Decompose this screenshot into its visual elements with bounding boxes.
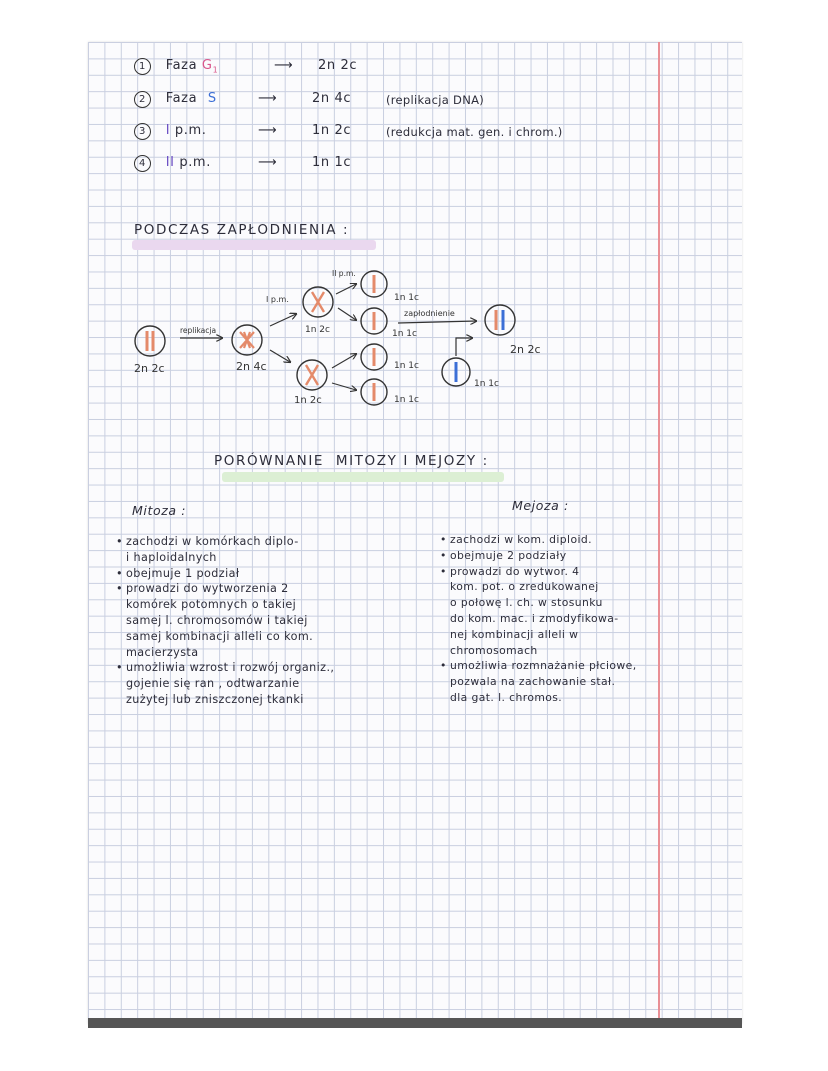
number-circle: 1: [134, 58, 151, 75]
phase-arrow-2: ⟶: [258, 91, 278, 106]
list-item-continuation: i haploidalnych: [126, 550, 217, 564]
list-item-continuation: dla gat. l. chromos.: [450, 690, 563, 704]
mitosis-list: [116, 534, 334, 708]
list-item-continuation: do kom. mac. i zmodyfikowa-: [450, 611, 619, 625]
label-after-replication: 2n 4c: [236, 360, 267, 373]
list-item: • umożliwia rozmnażanie płciowe,: [440, 659, 637, 673]
heading-fertilization: PODCZAS ZAPŁODNIENIA :: [134, 222, 350, 238]
list-item-continuation: zużytej lub zniszczonej tkanki: [126, 692, 304, 706]
list-item-continuation: nej kombinacji alleli w: [450, 627, 579, 641]
fertilization-arrow: [398, 321, 476, 323]
list-item: • obejmuje 2 podziały: [440, 548, 567, 562]
heading-comparison: PORÓWNANIE MITOZY I MEJOZY :: [214, 453, 489, 469]
phase-label: Faza: [165, 91, 198, 106]
phase-label: Faza: [165, 58, 198, 73]
arrow-gamete-2: [338, 308, 356, 320]
haploid-cell-top: [303, 287, 333, 317]
arrow-gamete-3: [332, 354, 356, 368]
phase-arrow-3: ⟶: [258, 123, 278, 138]
replicated-cell: [232, 325, 262, 355]
list-item: • zachodzi w kom. diploid.: [440, 533, 592, 546]
number-circle: 3: [134, 123, 151, 140]
phase-accent: I: [165, 123, 171, 138]
meiosis-list: [440, 532, 637, 706]
arrow-up: [270, 314, 296, 326]
phase-value-3: 1n 2c: [312, 123, 352, 138]
list-item: • umożliwia wzrost i rozwój organiz.,: [116, 661, 335, 675]
zygote-cell: [485, 305, 515, 335]
phase-arrow-4: ⟶: [258, 155, 278, 170]
phase-note-2: (replikacja DNA): [386, 93, 485, 107]
phase-value-1: 2n 2c: [318, 58, 358, 73]
diploid-cell: [135, 326, 165, 356]
phase-value-2: 2n 4c: [312, 91, 352, 106]
meiosis-title: Mejoza :: [512, 498, 569, 513]
gamete-1: [361, 271, 387, 297]
phase-rest: p.m.: [174, 123, 207, 138]
phase-arrow-1: ⟶: [274, 58, 294, 73]
list-item-continuation: pozwala na zachowanie stał.: [450, 675, 616, 689]
list-item: • obejmuje 1 podział: [116, 566, 240, 580]
phase-accent: II: [165, 155, 175, 170]
label-replication: replikacja: [180, 326, 217, 335]
arrow-gamete-1: [336, 284, 356, 294]
partner-gamete: [442, 358, 470, 386]
list-item-continuation: komórek potomnych o takiej: [126, 598, 297, 612]
mitosis-title: Mitoza :: [132, 503, 187, 518]
label-mid-bottom: 1n 2c: [294, 395, 322, 406]
number-circle: 2: [134, 91, 151, 108]
list-item-continuation: macierzysta: [126, 645, 199, 659]
label-zygote: 2n 2c: [510, 343, 541, 356]
arrow-down: [270, 350, 290, 362]
list-item-continuation: kom. pot. o zredukowanej: [450, 580, 599, 594]
heading-highlight: [222, 472, 504, 482]
list-item-continuation: samej kombinacji alleli co kom.: [126, 629, 314, 643]
label-gamete-2: 1n 1c: [392, 329, 417, 339]
label-gamete-3: 1n 1c: [394, 361, 419, 371]
label-gamete-4: 1n 1c: [394, 395, 419, 405]
label-second-division: II p.m.: [332, 269, 356, 278]
phase-note-3: (redukcja mat. gen. i chrom.): [386, 125, 563, 139]
list-item-continuation: chromosomach: [450, 643, 538, 657]
list-item: • zachodzi w komórkach diplo-: [116, 535, 299, 548]
phase-accent: G: [201, 58, 213, 73]
list-item-continuation: o połowę l. ch. w stosunku: [450, 596, 603, 610]
label-mid-top: 1n 2c: [305, 325, 330, 335]
gamete-3: [361, 344, 387, 370]
label-partner: 1n 1c: [474, 379, 499, 389]
phase-value-4: 1n 1c: [312, 155, 352, 170]
list-item: • prowadzi do wytworzenia 2: [116, 582, 289, 596]
arrow-gamete-4: [332, 383, 356, 390]
label-fertilization: zapłodnienie: [404, 309, 455, 318]
phase-accent: S: [207, 91, 217, 106]
list-item-continuation: gojenie się ran , odtwarzanie: [126, 677, 300, 691]
gamete-4: [361, 379, 387, 405]
gamete-2: [361, 308, 387, 334]
phase-sub: 1: [212, 65, 219, 75]
haploid-cell-bottom: [297, 360, 327, 390]
label-gamete-1: 1n 1c: [394, 293, 419, 303]
label-first-division: I p.m.: [266, 295, 289, 304]
list-item-continuation: samej l. chromosomów i takiej: [126, 613, 308, 627]
number-circle: 4: [134, 155, 151, 172]
partner-arrow: [456, 338, 472, 356]
list-item: • prowadzi do wytwor. 4: [440, 564, 580, 578]
phase-rest: p.m.: [179, 155, 211, 170]
label-start: 2n 2c: [134, 362, 165, 375]
